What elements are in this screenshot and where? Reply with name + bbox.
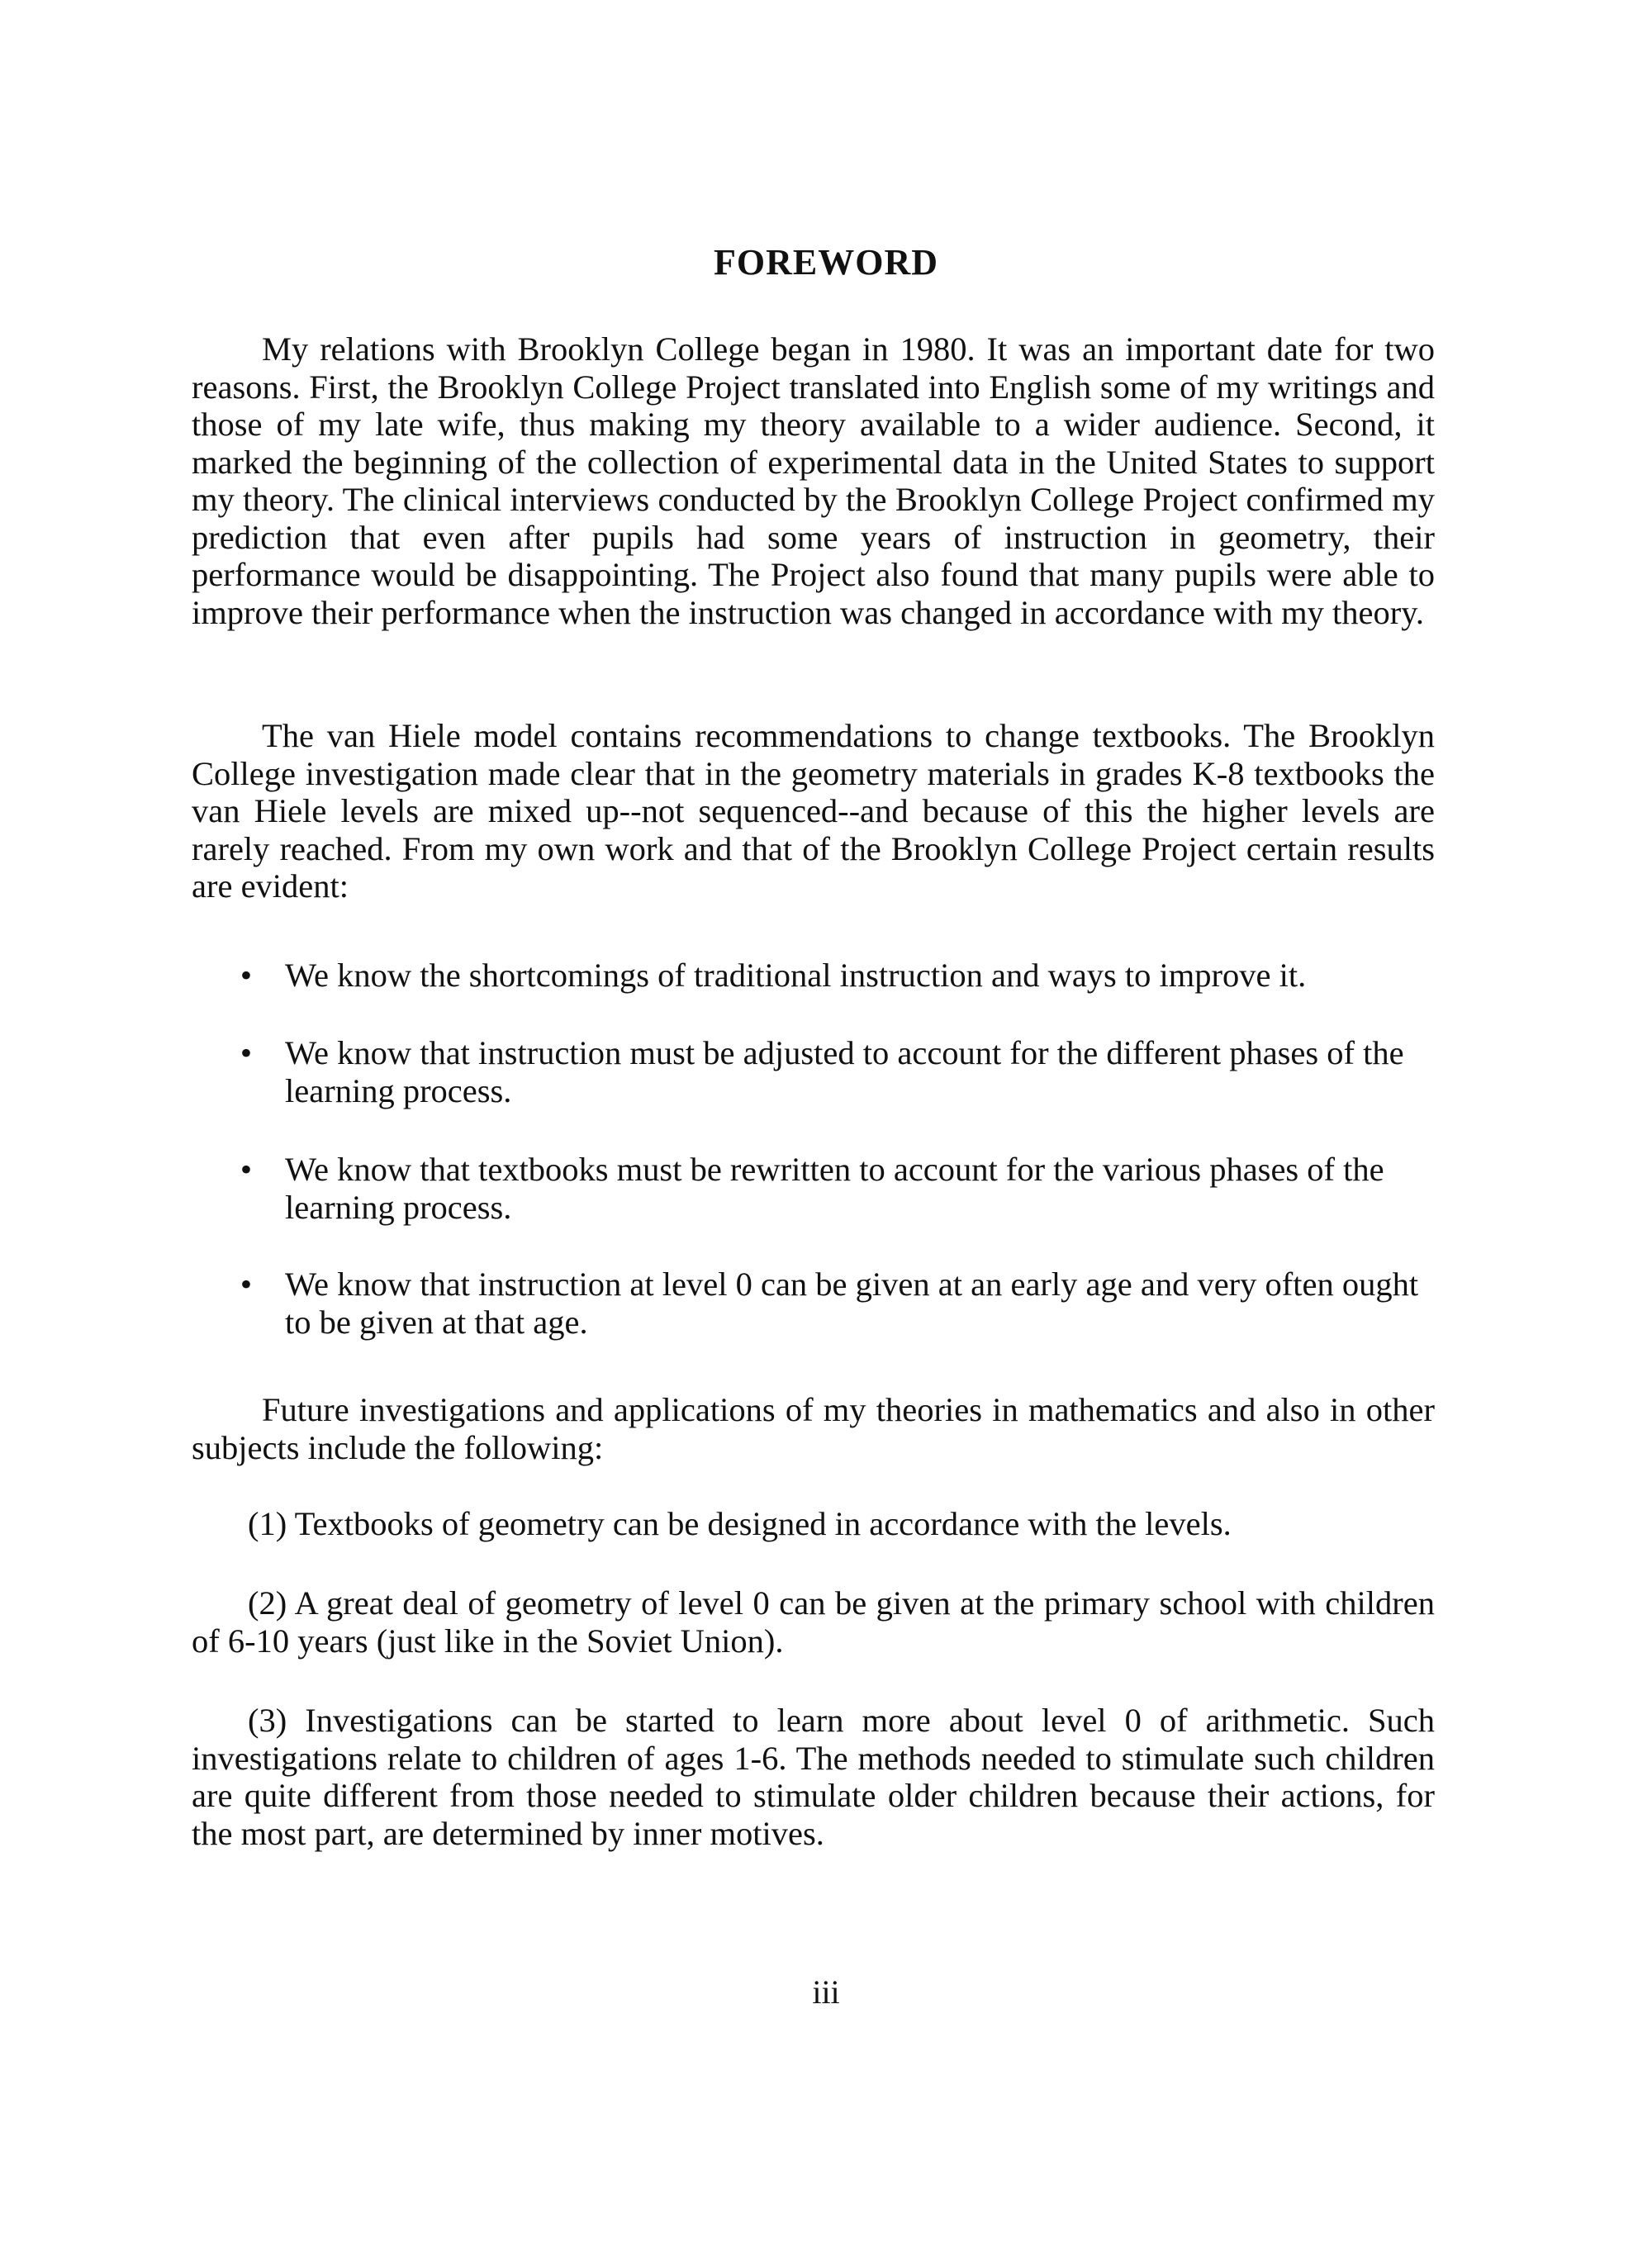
- paragraph-1-text: My relations with Brooklyn College began in 1980. It was an important date for two reasons. First, the Brooklyn College Project translated into English some of my writings and those of my late wife, thus making my theory available to a wider audience. Second, it marked the beginning of the collection of experimental data in the United States to support my theory. The clinical interviews conducted by the Brooklyn College Project confirmed my prediction that even after pupils had some years of instruction in geometry, their performance would be disappointing. The Project also found that many pupils were able to improve their performance when the instruction was changed in accordance with my theory.: [192, 330, 1435, 631]
- paragraph-1: [192, 330, 1435, 631]
- bullet-icon: •: [240, 1151, 253, 1188]
- paragraph-3-text: Future investigations and applications of my theories in mathematics and also in other subjects include the following:: [192, 1391, 1435, 1466]
- bullet-item-1: [192, 957, 1435, 995]
- bullet-text: We know that instruction must be adjusted to account for the different phases of the learning process.: [285, 1034, 1404, 1109]
- bullet-item-2: [192, 1034, 1435, 1109]
- numbered-item-1: [192, 1505, 1435, 1543]
- numbered-item-3: [192, 1702, 1435, 1852]
- numbered-item-2-text: (2) A great deal of geometry of level 0 can be given at the primary school with children of 6-10 years (just like in the Soviet Union).: [192, 1584, 1435, 1660]
- bullet-item-4: [192, 1266, 1435, 1341]
- paragraph-2-text: The van Hiele model contains recommendations to change textbooks. The Brooklyn College investigation made clear that in the geometry materials in grades K-8 textbooks the van Hiele levels are mixed up--not sequenced--and because of this the higher levels are rarely reached. From my own work and that of the Brooklyn College Project certain results are evident:: [192, 717, 1435, 905]
- paragraph-2: [192, 717, 1435, 905]
- bullet-text: We know that textbooks must be rewritten to account for the various phases of the learning process.: [285, 1151, 1384, 1226]
- numbered-item-2: [192, 1584, 1435, 1660]
- bullet-text: We know the shortcomings of traditional instruction and ways to improve it.: [285, 957, 1307, 994]
- bullet-icon: •: [240, 957, 253, 994]
- paragraph-3: [192, 1391, 1435, 1466]
- numbered-item-3-text: (3) Investigations can be started to learn more about level 0 of arithmetic. Such investigations relate to children of ages 1-6. The methods needed to stimulate such children are quite different from those needed to stimulate older children because their actions, for the most part, are determined by inner motives.: [192, 1702, 1435, 1852]
- page-title: FOREWORD: [714, 242, 938, 283]
- bullet-icon: •: [240, 1266, 253, 1303]
- bullet-item-3: [192, 1151, 1435, 1226]
- bullet-icon: •: [240, 1034, 253, 1071]
- bullet-text: We know that instruction at level 0 can be given at an early age and very often ought to be given at that age.: [285, 1266, 1419, 1341]
- numbered-item-1-text: (1) Textbooks of geometry can be designed in accordance with the levels.: [248, 1505, 1232, 1542]
- page-number: iii: [812, 1973, 840, 2011]
